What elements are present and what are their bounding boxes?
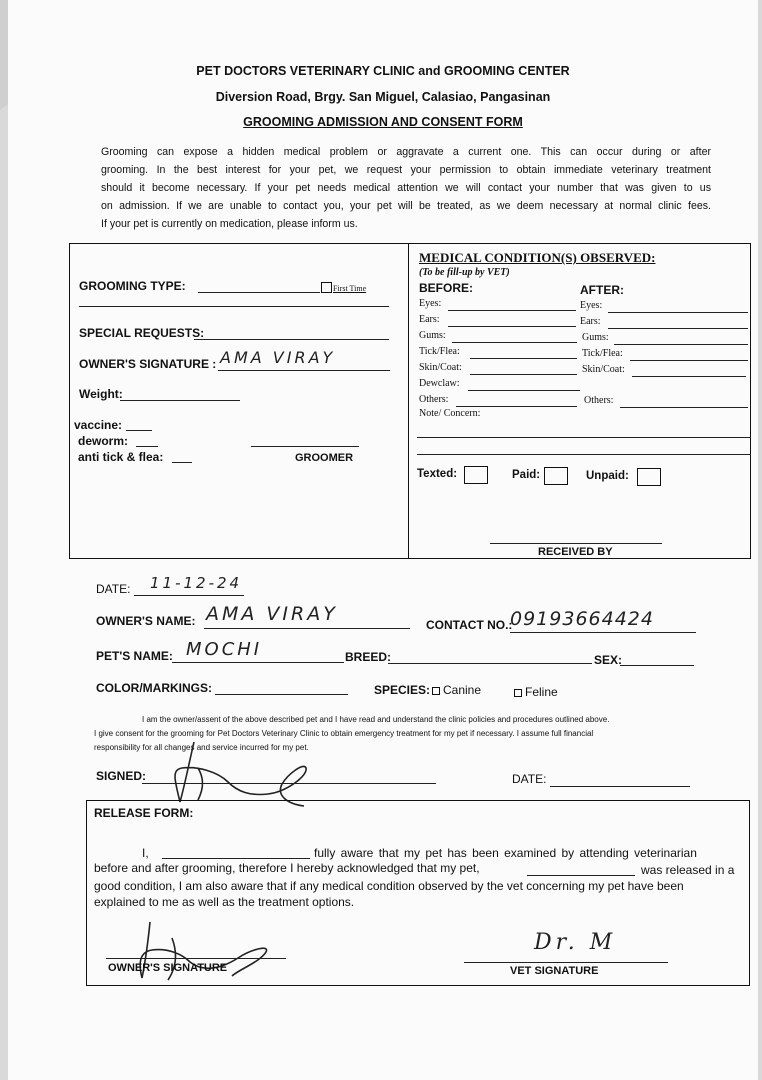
unpaid-label: Unpaid: bbox=[586, 470, 629, 482]
after-skin: Skin/Coat: bbox=[582, 364, 625, 375]
release-line3: good condition, I am also aware that if any medical condition observed by the vet concerning my pet have been bbox=[94, 879, 684, 893]
vaccine-label: vaccine: bbox=[74, 418, 123, 432]
texted-label: Texted: bbox=[417, 468, 458, 480]
release-name-line[interactable] bbox=[162, 858, 310, 859]
groomer-line[interactable] bbox=[251, 446, 359, 447]
owner-name-line[interactable] bbox=[204, 628, 410, 629]
deworm-field[interactable] bbox=[136, 446, 158, 447]
clinic-name: PET DOCTORS VETERINARY CLINIC and GROOMING CENTER bbox=[196, 64, 570, 78]
pet-name-label: PET'S NAME: bbox=[96, 649, 173, 663]
after-heading: AFTER: bbox=[580, 283, 624, 297]
texted-checkbox[interactable] bbox=[464, 466, 488, 484]
owner-name-value: AMA VIRAY bbox=[206, 603, 338, 625]
canine-label: Canine bbox=[443, 683, 482, 697]
note-line-2[interactable] bbox=[417, 454, 751, 455]
groomer-label: GROOMER bbox=[295, 452, 354, 464]
before-skin: Skin/Coat: bbox=[419, 362, 462, 373]
special-requests-label: SPECIAL REQUESTS: bbox=[79, 326, 205, 340]
panel-divider bbox=[408, 243, 409, 559]
owner-signature-value: AMA VIRAY bbox=[220, 348, 336, 367]
intro-line: If your pet is currently on medication, please inform us. bbox=[101, 218, 358, 230]
before-dewclaw: Dewclaw: bbox=[419, 378, 460, 389]
before-gums: Gums: bbox=[419, 330, 446, 341]
release-owner-scribble bbox=[120, 918, 280, 984]
vet-signature-value: Dr. M bbox=[534, 930, 617, 955]
release-owner-signature-label: OWNER'S SIGNATURE bbox=[108, 962, 228, 974]
form-title: GROOMING ADMISSION AND CONSENT FORM bbox=[243, 115, 523, 129]
before-tickflea: Tick/Flea: bbox=[419, 346, 460, 357]
received-by-label: RECEIVED BY bbox=[538, 546, 613, 558]
special-requests-field[interactable] bbox=[194, 339, 389, 340]
after-skin-field[interactable] bbox=[632, 376, 746, 377]
owner-name-label: OWNER'S NAME: bbox=[96, 614, 196, 628]
date-line[interactable] bbox=[134, 595, 244, 596]
clinic-address: Diversion Road, Brgy. San Miguel, Calasiao, Pangasinan bbox=[215, 90, 551, 104]
after-eyes: Eyes: bbox=[580, 300, 603, 311]
vet-signature-label: VET SIGNATURE bbox=[510, 965, 599, 977]
grooming-type-line2[interactable] bbox=[79, 306, 389, 307]
form-page bbox=[8, 0, 758, 1080]
before-ears-field[interactable] bbox=[448, 326, 576, 327]
breed-label: BREED: bbox=[345, 650, 392, 664]
intro-line: grooming. In the best interest for your pet, we request your permission to obtain immediate veterinary treatment bbox=[101, 164, 711, 176]
contact-label: CONTACT NO.: bbox=[426, 618, 513, 632]
after-gums: Gums: bbox=[582, 332, 609, 343]
grooming-type-label: GROOMING TYPE: bbox=[79, 279, 186, 293]
first-time-checkbox[interactable] bbox=[321, 282, 332, 293]
consent-line: I give consent for the grooming for Pet Doctors Veterinary Clinic to obtain emergency treatment for my pet if necessary. I assume full financial bbox=[94, 729, 594, 738]
sex-line[interactable] bbox=[620, 665, 694, 666]
weight-field[interactable] bbox=[120, 400, 240, 401]
after-tickflea-field[interactable] bbox=[630, 360, 748, 361]
contact-line[interactable] bbox=[510, 632, 696, 633]
color-markings-label: COLOR/MARKINGS: bbox=[96, 681, 212, 695]
pet-name-line[interactable] bbox=[172, 662, 344, 663]
release-title: RELEASE FORM: bbox=[94, 806, 194, 820]
release-line1: fully aware that my pet has been examined by attending veterinarian bbox=[314, 846, 697, 860]
release-i: I, bbox=[142, 846, 149, 860]
date-value: 11-12-24 bbox=[150, 574, 243, 592]
release-pet-line[interactable] bbox=[527, 875, 635, 876]
paid-checkbox[interactable] bbox=[544, 467, 568, 485]
after-tickflea: Tick/Flea: bbox=[582, 348, 623, 359]
after-ears: Ears: bbox=[580, 316, 601, 327]
medical-subtitle: (To be fill-up by VET) bbox=[419, 267, 510, 278]
date-label: DATE: bbox=[96, 582, 131, 596]
release-line2: before and after grooming, therefore I hereby acknowledged that my pet, bbox=[94, 861, 480, 875]
before-dewclaw-field[interactable] bbox=[468, 390, 580, 391]
before-skin-field[interactable] bbox=[470, 374, 577, 375]
note-concern-label: Note/ Concern: bbox=[419, 408, 481, 419]
before-others-field[interactable] bbox=[456, 406, 577, 407]
paid-label: Paid: bbox=[512, 469, 541, 481]
grooming-type-field[interactable] bbox=[198, 292, 320, 293]
after-others-field[interactable] bbox=[620, 407, 748, 408]
species-label: SPECIES: bbox=[374, 683, 431, 697]
release-line4: explained to me as well as the treatment options. bbox=[94, 895, 355, 909]
color-markings-line[interactable] bbox=[215, 694, 348, 695]
unpaid-checkbox[interactable] bbox=[637, 468, 661, 486]
vet-signature-line[interactable] bbox=[464, 962, 668, 963]
sex-label: SEX: bbox=[594, 653, 623, 667]
before-ears: Ears: bbox=[419, 314, 440, 325]
breed-line[interactable] bbox=[388, 663, 592, 664]
intro-line: on admission. If we are unable to contact you, your pet will be treated, as we deem necessary at normal clinic fees. bbox=[101, 200, 711, 212]
before-others: Others: bbox=[419, 394, 449, 405]
intro-paragraph bbox=[101, 143, 711, 233]
before-eyes: Eyes: bbox=[419, 298, 442, 309]
vaccine-field[interactable] bbox=[126, 430, 152, 431]
before-gums-field[interactable] bbox=[452, 342, 577, 343]
first-time-label: First Time bbox=[333, 284, 367, 293]
owner-signature-label: OWNER'S SIGNATURE : bbox=[79, 357, 217, 371]
note-line-1[interactable] bbox=[417, 437, 751, 438]
after-eyes-field[interactable] bbox=[608, 312, 748, 313]
after-ears-field[interactable] bbox=[608, 328, 748, 329]
after-gums-field[interactable] bbox=[614, 344, 748, 345]
date2-label: DATE: bbox=[512, 772, 547, 786]
pet-name-value: MOCHI bbox=[186, 639, 263, 660]
canine-checkbox[interactable] bbox=[432, 687, 440, 695]
release-owner-line[interactable] bbox=[106, 958, 286, 959]
received-by-line[interactable] bbox=[490, 543, 662, 544]
deworm-label: deworm: bbox=[78, 434, 129, 448]
release-line2-end: was released in a bbox=[641, 863, 735, 877]
anti-tick-label: anti tick & flea: bbox=[78, 450, 164, 464]
feline-label: Feline bbox=[525, 685, 558, 699]
consent-line: responsibility for all changes and service incurred for my pet. bbox=[94, 743, 309, 752]
medical-title: MEDICAL CONDITION(S) OBSERVED: bbox=[419, 250, 656, 265]
date2-line[interactable] bbox=[550, 786, 690, 787]
intro-line: Grooming can expose a hidden medical problem or aggravate a current one. This can occur during or after bbox=[101, 146, 711, 158]
before-heading: BEFORE: bbox=[419, 281, 473, 295]
signed-label: SIGNED: bbox=[96, 769, 147, 783]
intro-line: should it become necessary. If your pet needs medical attention we will contact your number that was given to us bbox=[101, 182, 711, 194]
before-eyes-field[interactable] bbox=[448, 310, 576, 311]
owner-signature-line[interactable] bbox=[218, 370, 390, 371]
contact-value: 09193664424 bbox=[510, 608, 654, 630]
consent-line: I am the owner/assent of the above described pet and I have read and understand the clinic policies and procedures outlined above. bbox=[142, 715, 610, 724]
weight-label: Weight: bbox=[79, 387, 123, 401]
after-others: Others: bbox=[584, 395, 614, 406]
anti-tick-field[interactable] bbox=[172, 462, 192, 463]
feline-checkbox[interactable] bbox=[514, 689, 522, 697]
before-tickflea-field[interactable] bbox=[470, 358, 577, 359]
